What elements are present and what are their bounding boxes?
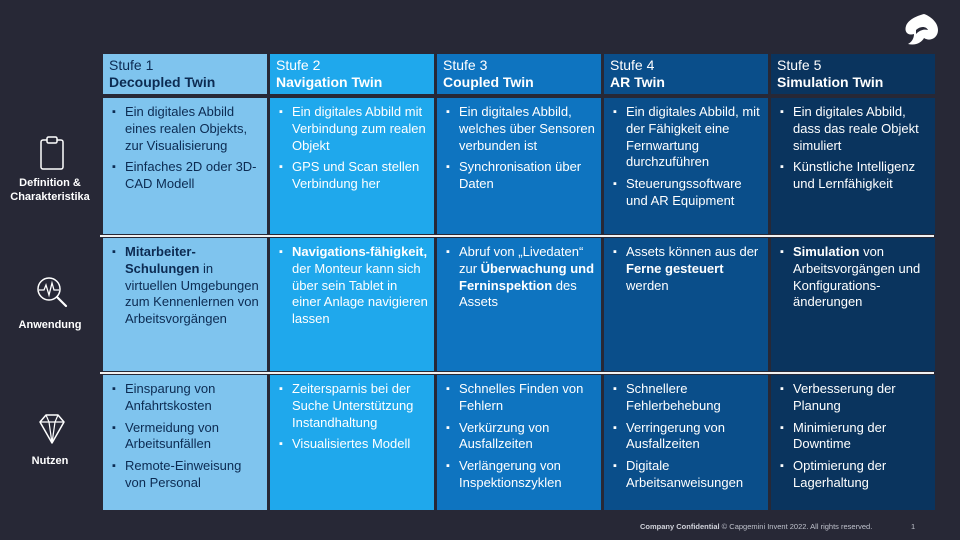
bullet-list bbox=[109, 244, 261, 328]
text-segment: Abruf von „Livedaten“ zur bbox=[459, 244, 584, 276]
bullet-item: ▪ Ein digitales Abbild mit Verbindung zum realen Objekt bbox=[276, 104, 428, 154]
stage-step-label: Stufe 4 bbox=[610, 57, 655, 73]
bullet-item: ▪ GPS und Scan stellen Verbindung her bbox=[276, 159, 428, 193]
footer-confidential bbox=[640, 522, 872, 531]
text-segment: werden bbox=[626, 277, 669, 293]
bullet-item: ▪ Vermeidung von Arbeitsunfällen bbox=[109, 420, 261, 454]
stage-step-label: Stufe 2 bbox=[276, 57, 321, 73]
bullet-item: ▪ Schnellere Fehlerbehebung bbox=[610, 381, 762, 415]
bullet-list bbox=[109, 381, 261, 492]
stage-name-label: Simulation Twin bbox=[777, 74, 884, 90]
stage-name-label: Decoupled Twin bbox=[109, 74, 216, 90]
stage-name-label: AR Twin bbox=[610, 74, 665, 90]
bullet-item: ▪ Ein digitales Abbild, dass das reale Objekt simuliert bbox=[777, 104, 929, 154]
bullet-list bbox=[109, 104, 261, 193]
stage-step-label: Stufe 5 bbox=[777, 57, 822, 73]
stage-name-label: Navigation Twin bbox=[276, 74, 383, 90]
row-separator bbox=[100, 372, 934, 374]
text-segment: der Monteur kann sich über sein Tablet in einer Anlage navigieren lassen bbox=[292, 260, 428, 327]
diamond-icon bbox=[32, 410, 72, 450]
bullet-item: ▪ Ein digitales Abbild, welches über Sensoren verbunden ist bbox=[443, 104, 595, 154]
bullet-list bbox=[610, 381, 762, 492]
bullet-item: ▪ Einfaches 2D oder 3D-CAD Modell bbox=[109, 159, 261, 193]
bullet-item: ▪ Synchronisation über Daten bbox=[443, 159, 595, 193]
stage-1-application-cell bbox=[103, 238, 267, 371]
bullet-item bbox=[443, 244, 595, 311]
magnifier-pulse-icon bbox=[32, 272, 72, 312]
text-segment: Assets können aus der bbox=[626, 244, 759, 259]
clipboard-icon bbox=[32, 133, 72, 173]
stage-4-benefit-cell bbox=[604, 375, 768, 510]
stage-header-4 bbox=[604, 54, 768, 94]
row-label-application: Anwendung bbox=[18, 319, 82, 331]
stage-5-application-cell bbox=[771, 238, 935, 371]
bullet-list bbox=[276, 104, 428, 193]
row-separator bbox=[100, 235, 934, 237]
bullet-item: ▪ Zeitersparnis bei der Suche Unterstützung Instandhaltung bbox=[276, 381, 428, 431]
stage-2-benefit-cell bbox=[270, 375, 434, 510]
bullet-item: ▪ Verbesserung der Planung bbox=[777, 381, 929, 415]
bullet-item: ▪ Digitale Arbeitsanweisungen bbox=[610, 458, 762, 492]
stage-3-application-cell bbox=[437, 238, 601, 371]
stage-4-application-cell bbox=[604, 238, 768, 371]
bullet-item: ▪ Ein digitales Abbild eines realen Objekts, zur Visualisierung bbox=[109, 104, 261, 154]
row-label-definition: Definition & Charakteristika bbox=[10, 177, 90, 203]
capgemini-spade-logo-icon bbox=[902, 12, 942, 48]
bullet-item: ▪ Einsparung von Anfahrtskosten bbox=[109, 381, 261, 415]
stage-3-definition-cell bbox=[437, 98, 601, 234]
bullet-list bbox=[777, 104, 929, 193]
bullet-item: ▪ Steuerungssoftware und AR Equipment bbox=[610, 176, 762, 210]
bold-text: Navigations-fähigkeit, bbox=[292, 244, 428, 259]
stage-3-benefit-cell bbox=[437, 375, 601, 510]
stage-1-definition-cell bbox=[103, 98, 267, 234]
bullet-item: ▪ Verkürzung von Ausfallzeiten bbox=[443, 420, 595, 454]
bullet-item: ▪ Ein digitales Abbild, mit der Fähigkeit eine Fernwartung durchzuführen bbox=[610, 104, 762, 171]
text-segment: von Arbeitsvorgängen und Konfigurations-änderungen bbox=[793, 244, 921, 310]
bullet-list bbox=[777, 244, 929, 311]
bullet-item: ▪ Minimierung der Downtime bbox=[777, 420, 929, 454]
bullet-item: ▪ Remote-Einweisung von Personal bbox=[109, 458, 261, 492]
stage-4-definition-cell bbox=[604, 98, 768, 234]
text-segment: in virtuellen Umgebungen zum Kennenlernen von Arbeitsvorgängen bbox=[125, 260, 259, 327]
bullet-item: ▪ Verlängerung von Inspektionszyklen bbox=[443, 458, 595, 492]
copyright-text: © Capgemini Invent 2022. All rights reserved. bbox=[719, 522, 873, 531]
bullet-list bbox=[610, 244, 762, 294]
confidential-label: Company Confidential bbox=[640, 522, 720, 531]
bullet-list bbox=[276, 244, 428, 328]
bullet-item bbox=[777, 244, 929, 311]
bullet-item bbox=[276, 244, 428, 328]
bold-text: Mitarbeiter-Schulungen bbox=[125, 244, 200, 276]
stage-header-2 bbox=[270, 54, 434, 94]
text-segment: des Assets bbox=[459, 277, 577, 310]
stage-header-3 bbox=[437, 54, 601, 94]
bullet-list bbox=[610, 104, 762, 210]
bullet-item: ▪ Schnelles Finden von Fehlern bbox=[443, 381, 595, 415]
bold-text: Simulation bbox=[793, 244, 860, 259]
stage-1-benefit-cell bbox=[103, 375, 267, 510]
stage-2-application-cell bbox=[270, 238, 434, 371]
bullet-item: ▪ Verringerung von Ausfallzeiten bbox=[610, 420, 762, 454]
page-number: 1 bbox=[911, 522, 916, 531]
bullet-item: ▪ Künstliche Intelligenz und Lernfähigkeit bbox=[777, 159, 929, 193]
bullet-list bbox=[443, 381, 595, 492]
bullet-list bbox=[276, 381, 428, 453]
bold-text: Überwachung und Ferninspektion bbox=[459, 260, 595, 293]
stage-5-benefit-cell bbox=[771, 375, 935, 510]
bullet-item bbox=[610, 244, 762, 294]
stage-step-label: Stufe 1 bbox=[109, 57, 154, 73]
bullet-list bbox=[777, 381, 929, 492]
bullet-list bbox=[443, 244, 595, 311]
stage-step-label: Stufe 3 bbox=[443, 57, 488, 73]
bullet-item bbox=[109, 244, 261, 328]
stage-header-1 bbox=[103, 54, 267, 94]
stage-2-definition-cell bbox=[270, 98, 434, 234]
bullet-item: ▪ Optimierung der Lagerhaltung bbox=[777, 458, 929, 492]
stage-5-definition-cell bbox=[771, 98, 935, 234]
bullet-item: ▪ Visualisiertes Modell bbox=[276, 436, 428, 453]
bold-text: Ferne gesteuert bbox=[626, 260, 724, 276]
stage-name-label: Coupled Twin bbox=[443, 74, 534, 90]
bullet-list bbox=[443, 104, 595, 193]
stage-header-5 bbox=[771, 54, 935, 94]
row-label-benefit: Nutzen bbox=[31, 455, 69, 467]
